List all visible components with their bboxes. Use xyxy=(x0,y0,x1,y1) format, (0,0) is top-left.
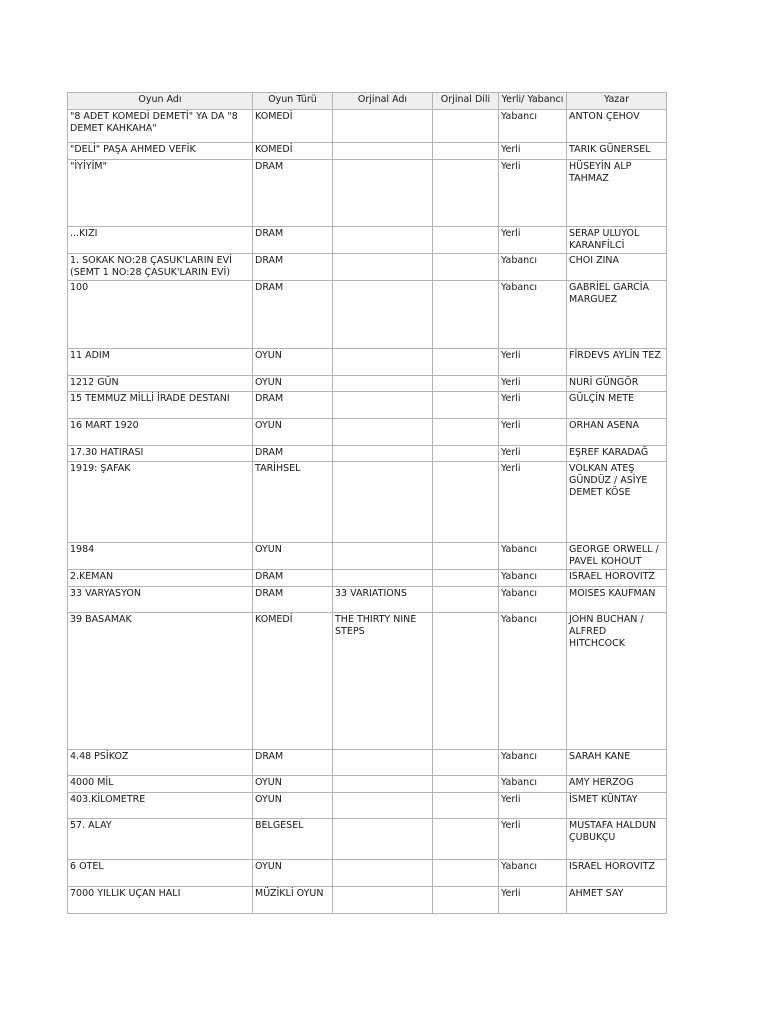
cell-oyun-adi: 11 ADIM xyxy=(68,349,253,376)
cell-oyun-adi: 15 TEMMUZ MİLLİ İRADE DESTANI xyxy=(68,392,253,419)
cell-yerli-yabanci: Yerli xyxy=(499,887,567,914)
cell-oyun-turu: OYUN xyxy=(253,419,333,446)
cell-oyun-turu: DRAM xyxy=(253,570,333,587)
header-row xyxy=(68,93,667,110)
table-row xyxy=(68,819,667,860)
cell-oyun-turu: OYUN xyxy=(253,543,333,570)
cell-oyun-adi: 57. ALAY xyxy=(68,819,253,860)
cell-yazar: JOHN BUCHAN / ALFRED HITCHCOCK xyxy=(567,613,667,750)
table-row xyxy=(68,254,667,281)
cell-orjinal-adi xyxy=(333,860,433,887)
cell-orjinal-dili xyxy=(433,776,499,793)
cell-oyun-turu: DRAM xyxy=(253,254,333,281)
cell-oyun-adi: 33 VARYASYON xyxy=(68,587,253,613)
cell-orjinal-adi xyxy=(333,570,433,587)
cell-yazar: EŞREF KARADAĞ xyxy=(567,446,667,462)
cell-orjinal-adi xyxy=(333,160,433,227)
cell-oyun-adi: 1212 GÜN xyxy=(68,376,253,392)
cell-yerli-yabanci: Yabancı xyxy=(499,543,567,570)
cell-oyun-adi: 4000 MİL xyxy=(68,776,253,793)
cell-orjinal-dili xyxy=(433,392,499,419)
cell-oyun-turu: MÜZİKLİ OYUN xyxy=(253,887,333,914)
header-oyun-adi: Oyun Adı xyxy=(68,93,253,110)
cell-oyun-adi: 403.KİLOMETRE xyxy=(68,793,253,819)
cell-orjinal-dili xyxy=(433,349,499,376)
cell-yazar: SARAH KANE xyxy=(567,750,667,776)
table-row xyxy=(68,613,667,750)
cell-oyun-turu: TARİHSEL xyxy=(253,462,333,543)
cell-orjinal-adi xyxy=(333,143,433,160)
cell-orjinal-dili xyxy=(433,887,499,914)
cell-yazar: VOLKAN ATEŞ GÜNDÜZ / ASİYE DEMET KÖSE xyxy=(567,462,667,543)
cell-oyun-adi: 100 xyxy=(68,281,253,349)
cell-oyun-adi: 1919: ŞAFAK xyxy=(68,462,253,543)
cell-orjinal-adi xyxy=(333,819,433,860)
cell-oyun-adi: 1. SOKAK NO:28 ÇASUK'LARIN EVİ (SEMT 1 NO:28 ÇASUK'LARIN EVİ) xyxy=(68,254,253,281)
table-row xyxy=(68,587,667,613)
cell-yazar: GÜLÇİN METE xyxy=(567,392,667,419)
cell-oyun-turu: DRAM xyxy=(253,160,333,227)
cell-orjinal-dili xyxy=(433,462,499,543)
cell-oyun-turu: DRAM xyxy=(253,392,333,419)
cell-orjinal-adi xyxy=(333,776,433,793)
cell-oyun-adi: 2.KEMAN xyxy=(68,570,253,587)
cell-orjinal-adi xyxy=(333,281,433,349)
cell-oyun-turu: OYUN xyxy=(253,860,333,887)
cell-oyun-adi: 17.30 HATIRASI xyxy=(68,446,253,462)
cell-orjinal-adi xyxy=(333,254,433,281)
cell-orjinal-adi xyxy=(333,227,433,254)
cell-orjinal-dili xyxy=(433,376,499,392)
table-row xyxy=(68,419,667,446)
cell-oyun-turu: OYUN xyxy=(253,776,333,793)
cell-yazar: ANTON ÇEHOV xyxy=(567,110,667,143)
table-row xyxy=(68,110,667,143)
cell-orjinal-dili xyxy=(433,281,499,349)
header-yazar: Yazar xyxy=(567,93,667,110)
cell-yazar: AHMET SAY xyxy=(567,887,667,914)
cell-oyun-turu: DRAM xyxy=(253,281,333,349)
cell-yazar: MOISES KAUFMAN xyxy=(567,587,667,613)
table-row xyxy=(68,750,667,776)
table-row xyxy=(68,160,667,227)
cell-yazar: CHOI ZINA xyxy=(567,254,667,281)
cell-yerli-yabanci: Yerli xyxy=(499,227,567,254)
cell-oyun-turu: OYUN xyxy=(253,376,333,392)
cell-oyun-turu: DRAM xyxy=(253,587,333,613)
cell-oyun-turu: BELGESEL xyxy=(253,819,333,860)
cell-yerli-yabanci: Yerli xyxy=(499,446,567,462)
cell-yerli-yabanci: Yabancı xyxy=(499,613,567,750)
cell-yerli-yabanci: Yerli xyxy=(499,392,567,419)
cell-yerli-yabanci: Yerli xyxy=(499,349,567,376)
cell-orjinal-dili xyxy=(433,160,499,227)
table-row xyxy=(68,860,667,887)
cell-orjinal-dili xyxy=(433,860,499,887)
cell-yerli-yabanci: Yabancı xyxy=(499,110,567,143)
header-yerli-yabanci: Yerli/ Yabancı xyxy=(499,93,567,110)
cell-orjinal-dili xyxy=(433,793,499,819)
cell-orjinal-adi xyxy=(333,750,433,776)
cell-orjinal-dili xyxy=(433,819,499,860)
cell-orjinal-adi xyxy=(333,887,433,914)
cell-oyun-adi: "8 ADET KOMEDİ DEMETİ" YA DA "8 DEMET KAHKAHA" xyxy=(68,110,253,143)
header-orjinal-dili: Orjinal Dili xyxy=(433,93,499,110)
cell-yerli-yabanci: Yerli xyxy=(499,462,567,543)
cell-oyun-adi: 7000 YILLIK UÇAN HALI xyxy=(68,887,253,914)
cell-oyun-turu: OYUN xyxy=(253,349,333,376)
header-orjinal-adi: Orjinal Adı xyxy=(333,93,433,110)
cell-orjinal-dili xyxy=(433,143,499,160)
cell-yazar: İSMET KÜNTAY xyxy=(567,793,667,819)
cell-yazar: GEORGE ORWELL / PAVEL KOHOUT xyxy=(567,543,667,570)
cell-orjinal-dili xyxy=(433,570,499,587)
header-oyun-turu: Oyun Türü xyxy=(253,93,333,110)
cell-oyun-adi: "DELİ" PAŞA AHMED VEFİK xyxy=(68,143,253,160)
table-row xyxy=(68,376,667,392)
table-row xyxy=(68,349,667,376)
cell-yerli-yabanci: Yabancı xyxy=(499,281,567,349)
cell-yerli-yabanci: Yerli xyxy=(499,819,567,860)
cell-yazar: HÜSEYİN ALP TAHMAZ xyxy=(567,160,667,227)
cell-oyun-adi: 16 MART 1920 xyxy=(68,419,253,446)
cell-yerli-yabanci: Yabancı xyxy=(499,587,567,613)
cell-orjinal-dili xyxy=(433,543,499,570)
cell-yazar: MUSTAFA HALDUN ÇUBUKÇU xyxy=(567,819,667,860)
table-row xyxy=(68,793,667,819)
table-row xyxy=(68,570,667,587)
cell-oyun-adi: 4.48 PSİKOZ xyxy=(68,750,253,776)
cell-oyun-adi: 39 BASAMAK xyxy=(68,613,253,750)
table-row xyxy=(68,462,667,543)
cell-yerli-yabanci: Yerli xyxy=(499,376,567,392)
cell-oyun-turu: KOMEDİ xyxy=(253,143,333,160)
table-row xyxy=(68,392,667,419)
table-row xyxy=(68,887,667,914)
cell-orjinal-dili xyxy=(433,254,499,281)
table-row xyxy=(68,446,667,462)
cell-yerli-yabanci: Yabancı xyxy=(499,254,567,281)
cell-orjinal-adi: THE THIRTY NINE STEPS xyxy=(333,613,433,750)
cell-orjinal-dili xyxy=(433,750,499,776)
cell-yazar: ISRAEL HOROVITZ xyxy=(567,570,667,587)
cell-orjinal-adi xyxy=(333,543,433,570)
cell-oyun-turu: DRAM xyxy=(253,446,333,462)
table-row xyxy=(68,143,667,160)
cell-yazar: TARIK GÜNERSEL xyxy=(567,143,667,160)
cell-yerli-yabanci: Yabancı xyxy=(499,860,567,887)
cell-orjinal-dili xyxy=(433,446,499,462)
cell-orjinal-adi xyxy=(333,462,433,543)
cell-orjinal-dili xyxy=(433,419,499,446)
cell-oyun-turu: KOMEDİ xyxy=(253,110,333,143)
cell-yazar: SERAP ULUYOL KARANFİLCİ xyxy=(567,227,667,254)
cell-oyun-adi: "İYİYİM" xyxy=(68,160,253,227)
cell-oyun-turu: KOMEDİ xyxy=(253,613,333,750)
cell-orjinal-dili xyxy=(433,587,499,613)
table-row xyxy=(68,776,667,793)
cell-yerli-yabanci: Yerli xyxy=(499,160,567,227)
cell-yazar: FİRDEVS AYLİN TEZ xyxy=(567,349,667,376)
cell-orjinal-adi xyxy=(333,110,433,143)
cell-yazar: ORHAN ASENA xyxy=(567,419,667,446)
cell-oyun-adi: 6 OTEL xyxy=(68,860,253,887)
cell-yerli-yabanci: Yerli xyxy=(499,793,567,819)
table-row xyxy=(68,543,667,570)
cell-orjinal-dili xyxy=(433,227,499,254)
cell-yazar: GABRİEL GARCİA MARGUEZ xyxy=(567,281,667,349)
cell-orjinal-adi xyxy=(333,419,433,446)
cell-oyun-turu: OYUN xyxy=(253,793,333,819)
cell-yerli-yabanci: Yabancı xyxy=(499,750,567,776)
cell-orjinal-adi xyxy=(333,793,433,819)
table-row xyxy=(68,227,667,254)
cell-yazar: AMY HERZOG xyxy=(567,776,667,793)
cell-orjinal-adi xyxy=(333,392,433,419)
cell-orjinal-dili xyxy=(433,613,499,750)
cell-orjinal-adi xyxy=(333,446,433,462)
cell-orjinal-adi xyxy=(333,376,433,392)
cell-yerli-yabanci: Yerli xyxy=(499,419,567,446)
cell-yerli-yabanci: Yabancı xyxy=(499,570,567,587)
cell-oyun-adi: ...KIZI xyxy=(68,227,253,254)
cell-oyun-turu: DRAM xyxy=(253,227,333,254)
plays-table xyxy=(67,92,667,914)
cell-yazar: NURİ GÜNGÖR xyxy=(567,376,667,392)
cell-oyun-adi: 1984 xyxy=(68,543,253,570)
cell-yazar: ISRAEL HOROVITZ xyxy=(567,860,667,887)
cell-yerli-yabanci: Yerli xyxy=(499,143,567,160)
cell-yerli-yabanci: Yabancı xyxy=(499,776,567,793)
table-row xyxy=(68,281,667,349)
cell-orjinal-dili xyxy=(433,110,499,143)
cell-oyun-turu: DRAM xyxy=(253,750,333,776)
cell-orjinal-adi xyxy=(333,349,433,376)
cell-orjinal-adi: 33 VARIATIONS xyxy=(333,587,433,613)
